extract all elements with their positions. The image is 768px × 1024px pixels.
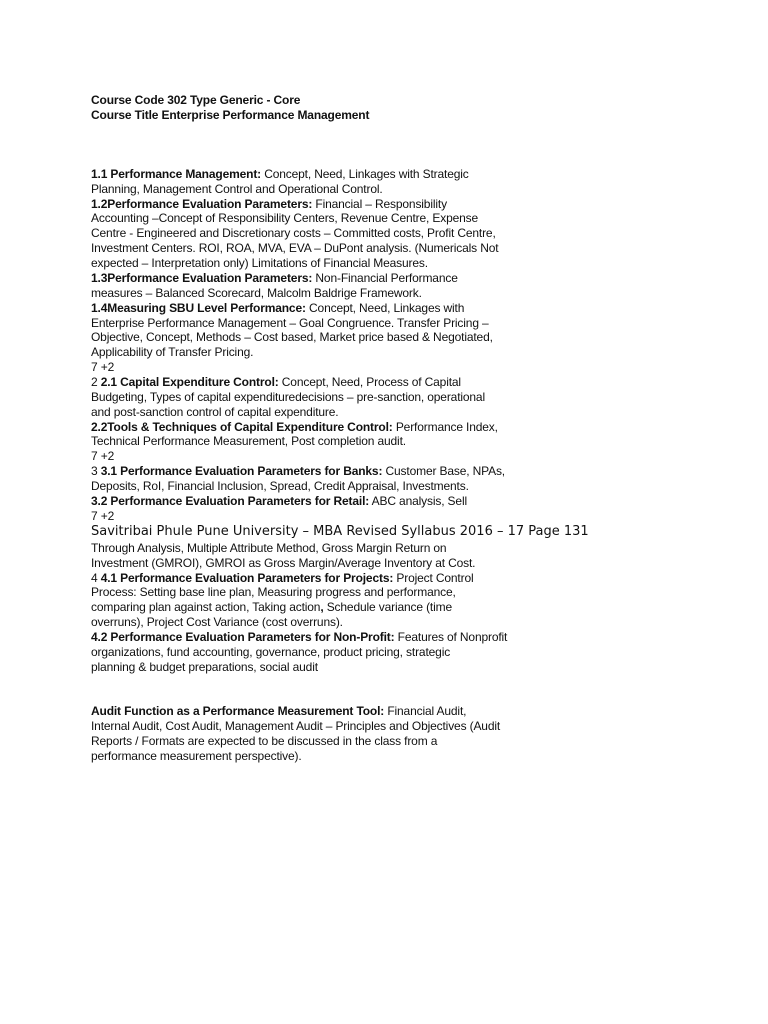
course-code-line: Course Code 302 Type Generic - Core: [91, 93, 301, 107]
unit-number: 3: [91, 464, 101, 478]
audit-section-line: performance measurement perspective).: [91, 749, 302, 763]
page-footer-line: Savitribai Phule Pune University – MBA Revised Syllabus 2016 – 17 Page 131: [91, 524, 589, 539]
section-4-1-line: Process: Setting base line plan, Measuring progress and performance,: [91, 585, 456, 599]
section-4-1-line: comparing plan against action, Taking action, Schedule variance (time: [91, 600, 452, 614]
section-1-4-line: Enterprise Performance Management – Goal Congruence. Transfer Pricing –: [91, 316, 489, 330]
section-1-4-line: 1.4Measuring SBU Level Performance: Concept, Need, Linkages with: [91, 301, 465, 315]
unit-hours: 7 +2: [91, 449, 115, 463]
section-3-1-line: 3 3.1 Performance Evaluation Parameters for Banks: Customer Base, NPAs,: [91, 464, 505, 478]
section-heading: 2.1 Capital Expenditure Control:: [100, 375, 279, 389]
section-1-2-line: Centre - Engineered and Discretionary costs – Committed costs, Profit Centre,: [91, 226, 496, 240]
section-4-1-line: overruns), Project Cost Variance (cost overruns).: [91, 615, 343, 629]
section-heading: 4.1 Performance Evaluation Parameters for Projects:: [100, 571, 394, 585]
section-4-2-line: organizations, fund accounting, governance, product pricing, strategic: [91, 645, 451, 659]
section-4-2-line: 4.2 Performance Evaluation Parameters for Non-Profit: Features of Nonprofit: [91, 630, 508, 644]
section-3-1-line: Deposits, RoI, Financial Inclusion, Spread, Credit Appraisal, Investments.: [91, 479, 469, 493]
section-1-1-line: 1.1 Performance Management: Concept, Need, Linkages with Strategic: [91, 167, 469, 181]
section-1-4-line: Applicability of Transfer Pricing.: [91, 345, 254, 359]
section-1-4-line: Objective, Concept, Methods – Cost based, Market price based & Negotiated,: [91, 330, 493, 344]
course-title-line: Course Title Enterprise Performance Management: [91, 108, 370, 122]
audit-section-line: Audit Function as a Performance Measurement Tool: Financial Audit,: [91, 704, 467, 718]
unit-hours: 7 +2: [91, 509, 115, 523]
section-heading: 1.3Performance Evaluation Parameters:: [91, 271, 313, 285]
section-heading: 3.2 Performance Evaluation Parameters for Retail:: [91, 494, 370, 508]
section-2-1-line: 2 2.1 Capital Expenditure Control: Concept, Need, Process of Capital: [91, 375, 461, 389]
section-1-1-line: Planning, Management Control and Operational Control.: [91, 182, 383, 196]
section-heading: 3.1 Performance Evaluation Parameters for Banks:: [100, 464, 383, 478]
audit-section-line: Reports / Formats are expected to be discussed in the class from a: [91, 734, 438, 748]
section-heading: 1.4Measuring SBU Level Performance:: [91, 301, 306, 315]
unit-number: 2: [91, 375, 101, 389]
section-1-3-line: 1.3Performance Evaluation Parameters: Non-Financial Performance: [91, 271, 458, 285]
section-heading: 4.2 Performance Evaluation Parameters for Non-Profit:: [91, 630, 395, 644]
section-heading: 1.1 Performance Management:: [91, 167, 262, 181]
section-3-2-line: Investment (GMROI), GMROI as Gross Margin/Average Inventory at Cost.: [91, 556, 476, 570]
section-3-2-line: Through Analysis, Multiple Attribute Method, Gross Margin Return on: [91, 541, 447, 555]
section-2-2-line: 2.2Tools & Techniques of Capital Expenditure Control: Performance Index,: [91, 420, 498, 434]
section-1-2-line: Accounting –Concept of Responsibility Centers, Revenue Centre, Expense: [91, 211, 479, 225]
section-1-2-line: Investment Centers. ROI, ROA, MVA, EVA – DuPont analysis. (Numericals Not: [91, 241, 499, 255]
section-1-2-line: 1.2Performance Evaluation Parameters: Financial – Responsibility: [91, 197, 447, 211]
section-1-2-line: expected – Interpretation only) Limitations of Financial Measures.: [91, 256, 428, 270]
section-heading: 1.2Performance Evaluation Parameters:: [91, 197, 313, 211]
section-1-3-line: measures – Balanced Scorecard, Malcolm Baldrige Framework.: [91, 286, 422, 300]
section-2-1-line: and post-sanction control of capital expenditure.: [91, 405, 339, 419]
section-heading: 2.2Tools & Techniques of Capital Expenditure Control:: [91, 420, 393, 434]
section-2-2-line: Technical Performance Measurement, Post completion audit.: [91, 434, 406, 448]
section-heading: Audit Function as a Performance Measurement Tool:: [91, 704, 385, 718]
unit-number: 4: [91, 571, 101, 585]
unit-hours: 7 +2: [91, 360, 115, 374]
section-4-1-line: 4 4.1 Performance Evaluation Parameters for Projects: Project Control: [91, 571, 474, 585]
section-2-1-line: Budgeting, Types of capital expendituredecisions – pre-sanction, operational: [91, 390, 485, 404]
section-4-2-line: planning & budget preparations, social audit: [91, 660, 318, 674]
section-3-2-line: 3.2 Performance Evaluation Parameters for Retail: ABC analysis, Sell: [91, 494, 467, 508]
audit-section-line: Internal Audit, Cost Audit, Management Audit – Principles and Objectives (Audit: [91, 719, 501, 733]
